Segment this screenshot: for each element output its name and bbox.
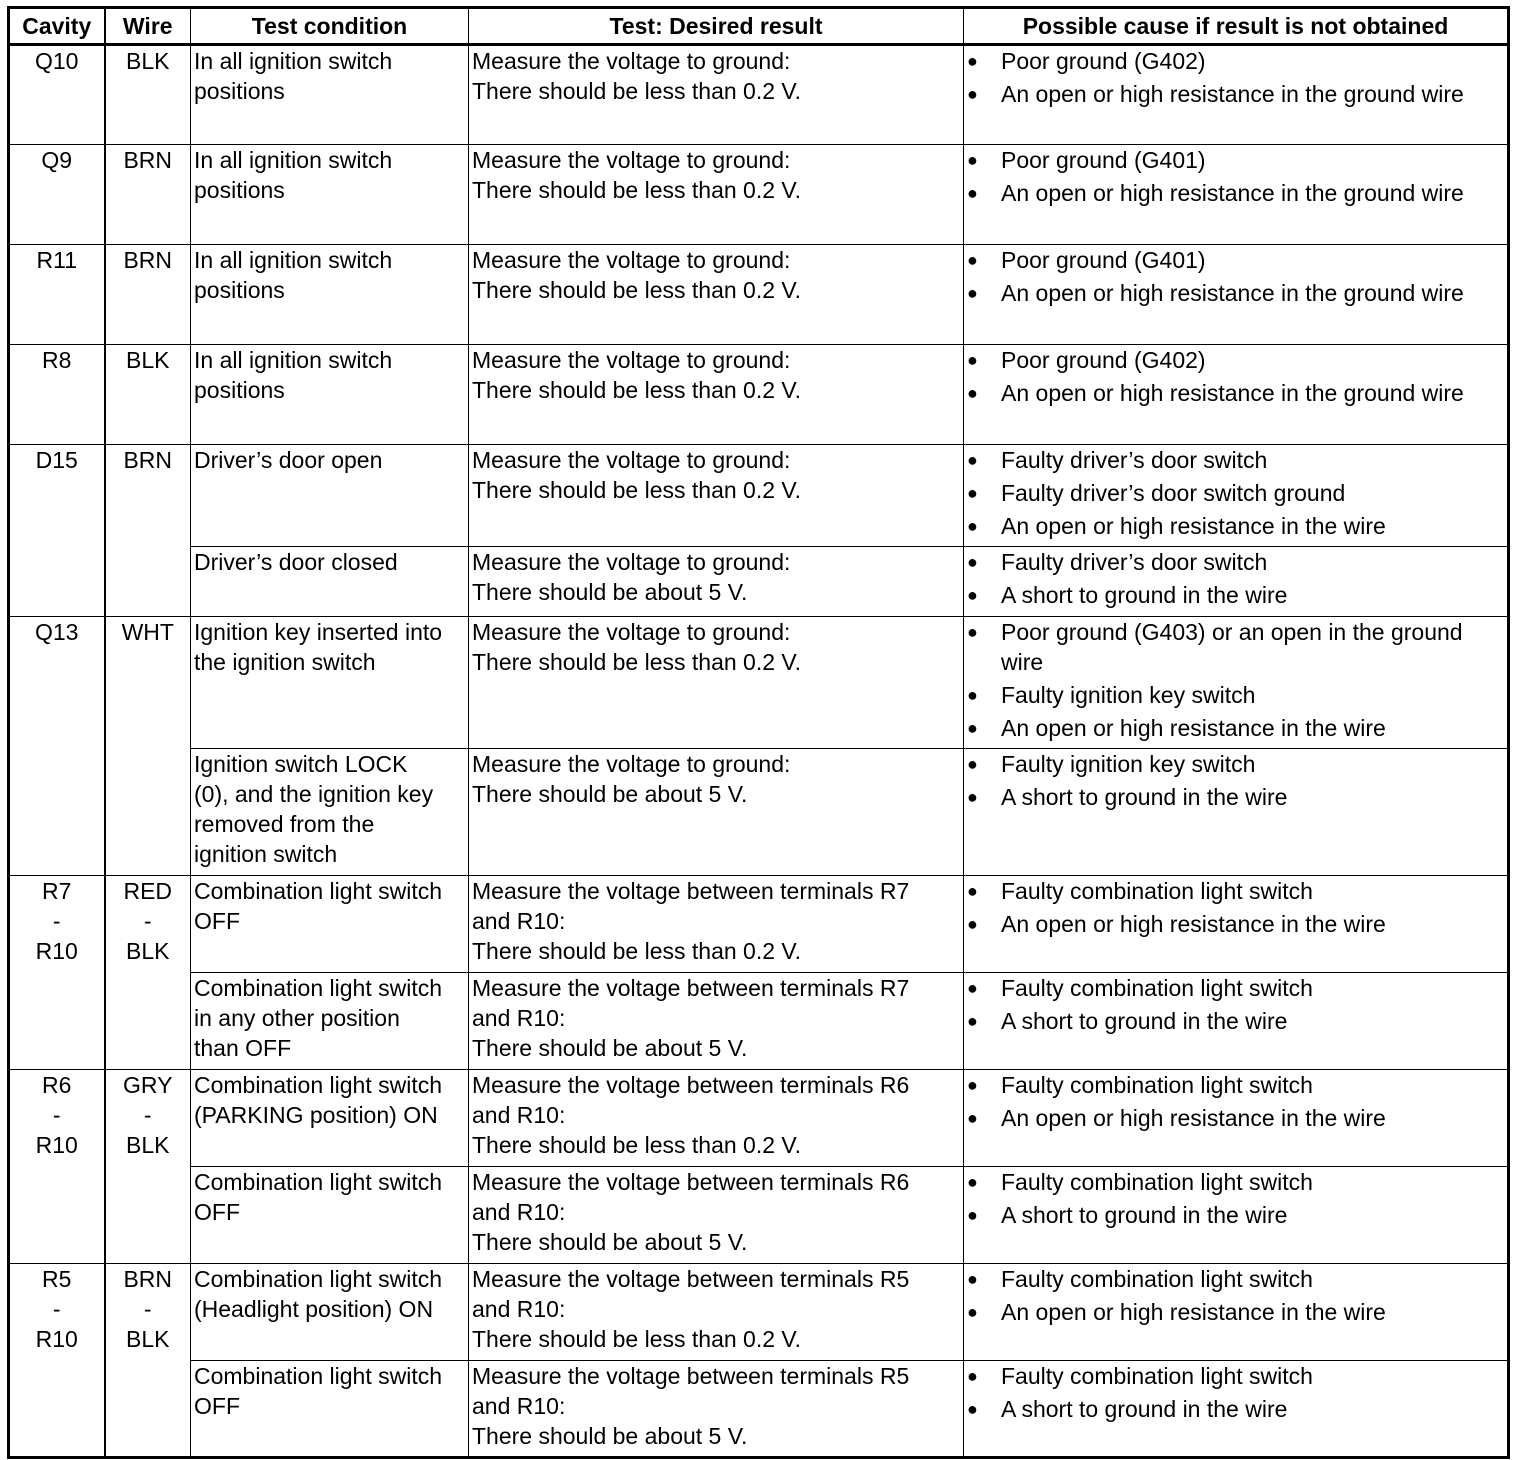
header-wire: Wire (105, 8, 191, 45)
condition-line: Combination light switch (194, 878, 443, 904)
wire-cell (105, 445, 191, 617)
cause-item: ● An open or high resistance in the wire (967, 713, 1504, 743)
cause-item: ● An open or high resistance in the ground wire (967, 278, 1504, 308)
cause-list (967, 617, 1504, 743)
condition-line: In all ignition switch (194, 247, 393, 273)
header-row (9, 8, 1509, 45)
cause-list (967, 345, 1504, 408)
result-cell (469, 245, 964, 345)
condition-line: ignition switch (194, 841, 338, 867)
cause-item: ● Poor ground (G403) or an open in the ground wire (967, 617, 1504, 677)
cavity-text: Q9 (41, 147, 73, 173)
condition-line: Combination light switch (194, 1072, 443, 1098)
header-cavity: Cavity (9, 8, 105, 45)
header-desired-result: Test: Desired result (469, 8, 964, 45)
condition-line: Ignition key inserted into (194, 619, 443, 645)
cavity-text: - (52, 1296, 61, 1322)
condition-cell (191, 749, 469, 876)
condition-line: In all ignition switch (194, 347, 393, 373)
cause-item: ● A short to ground in the wire (967, 782, 1504, 812)
cavity-text: D15 (35, 447, 78, 473)
result-line: Measure the voltage between terminals R7 (472, 878, 910, 904)
wire-text: BRN (123, 247, 173, 273)
condition-line: OFF (194, 1199, 240, 1225)
wire-text: BLK (126, 938, 170, 964)
cause-item: ● Poor ground (G402) (967, 345, 1504, 375)
result-line: Measure the voltage between terminals R5 (472, 1363, 910, 1389)
cause-item: ● Poor ground (G402) (967, 46, 1504, 76)
result-cell (469, 345, 964, 445)
result-line: and R10: (472, 1296, 566, 1322)
table-row (9, 345, 1509, 445)
condition-cell (191, 617, 469, 749)
condition-line: in any other position (194, 1005, 400, 1031)
cavity-text: Q13 (35, 619, 79, 645)
condition-cell (191, 445, 469, 547)
wire-cell (105, 1070, 191, 1264)
cause-list (967, 1070, 1504, 1133)
condition-cell (191, 876, 469, 973)
wire-text: BLK (126, 48, 170, 74)
result-line: There should be about 5 V. (472, 1229, 748, 1255)
wire-text: GRY (123, 1072, 173, 1098)
wire-text: BLK (126, 1132, 170, 1158)
cause-cell (964, 45, 1509, 145)
wire-text: BLK (126, 1326, 170, 1352)
wire-cell (105, 145, 191, 245)
cavity-cell (9, 345, 105, 445)
result-cell (469, 617, 964, 749)
cause-cell (964, 547, 1509, 617)
cause-cell (964, 1070, 1509, 1167)
result-line: Measure the voltage between terminals R7 (472, 975, 910, 1001)
table-row (9, 1167, 1509, 1264)
cause-item: ● Faulty ignition key switch (967, 749, 1504, 779)
condition-line: positions (194, 177, 285, 203)
result-line: Measure the voltage between terminals R5 (472, 1266, 910, 1292)
cause-item: ● Faulty combination light switch (967, 973, 1504, 1003)
wire-cell (105, 876, 191, 1070)
result-line: Measure the voltage to ground: (472, 549, 791, 575)
cause-item: ● An open or high resistance in the ground wire (967, 79, 1504, 109)
cause-cell (964, 749, 1509, 876)
cause-list (967, 1167, 1504, 1230)
cause-cell (964, 876, 1509, 973)
header-test-condition: Test condition (191, 8, 469, 45)
result-line: There should be less than 0.2 V. (472, 177, 802, 203)
result-line: and R10: (472, 908, 566, 934)
result-line: There should be less than 0.2 V. (472, 1326, 802, 1352)
condition-cell (191, 245, 469, 345)
result-line: Measure the voltage to ground: (472, 247, 791, 273)
condition-line: (0), and the ignition key (194, 781, 434, 807)
cause-item: ● Faulty combination light switch (967, 1167, 1504, 1197)
wire-text: BLK (126, 347, 170, 373)
result-line: There should be less than 0.2 V. (472, 377, 802, 403)
result-cell (469, 1361, 964, 1458)
cause-list (967, 46, 1504, 109)
condition-line: than OFF (194, 1035, 292, 1061)
result-line: There should be about 5 V. (472, 1035, 748, 1061)
table-row (9, 876, 1509, 973)
table-row (9, 617, 1509, 749)
cavity-cell (9, 876, 105, 1070)
cause-list (967, 245, 1504, 308)
cause-cell (964, 1167, 1509, 1264)
result-cell (469, 876, 964, 973)
cause-cell (964, 1361, 1509, 1458)
table-row (9, 749, 1509, 876)
result-line: There should be about 5 V. (472, 1423, 748, 1449)
condition-line: In all ignition switch (194, 48, 393, 74)
result-line: Measure the voltage to ground: (472, 347, 791, 373)
cause-item: ● An open or high resistance in the wire (967, 1103, 1504, 1133)
cause-list (967, 445, 1504, 541)
cavity-text: R8 (42, 347, 72, 373)
table-row (9, 547, 1509, 617)
cause-list (967, 749, 1504, 812)
result-line: There should be less than 0.2 V. (472, 477, 802, 503)
result-line: Measure the voltage between terminals R6 (472, 1072, 910, 1098)
cavity-text: R10 (35, 1132, 78, 1158)
condition-line: Ignition switch LOCK (194, 751, 408, 777)
cavity-text: R6 (42, 1072, 72, 1098)
result-line: Measure the voltage to ground: (472, 147, 791, 173)
condition-cell (191, 145, 469, 245)
condition-cell (191, 1361, 469, 1458)
result-cell (469, 445, 964, 547)
result-line: Measure the voltage between terminals R6 (472, 1169, 910, 1195)
result-cell (469, 145, 964, 245)
cause-item: ● A short to ground in the wire (967, 1394, 1504, 1424)
wire-cell (105, 345, 191, 445)
table-row (9, 445, 1509, 547)
cause-list (967, 876, 1504, 939)
result-line: Measure the voltage to ground: (472, 447, 791, 473)
condition-line: Driver’s door open (194, 447, 383, 473)
cavity-cell (9, 1070, 105, 1264)
troubleshooting-table (7, 6, 1510, 1459)
cavity-text: R10 (35, 1326, 78, 1352)
condition-cell (191, 547, 469, 617)
wire-text: WHT (121, 619, 174, 645)
cavity-cell (9, 1264, 105, 1458)
result-line: There should be less than 0.2 V. (472, 1132, 802, 1158)
condition-line: positions (194, 78, 285, 104)
cause-list (967, 547, 1504, 610)
result-line: There should be less than 0.2 V. (472, 649, 802, 675)
cause-item: ● An open or high resistance in the wire (967, 511, 1504, 541)
table-row (9, 45, 1509, 145)
table-row (9, 1264, 1509, 1361)
condition-cell (191, 973, 469, 1070)
result-line: There should be less than 0.2 V. (472, 78, 802, 104)
cavity-text: R5 (42, 1266, 72, 1292)
result-cell (469, 749, 964, 876)
result-line: and R10: (472, 1005, 566, 1031)
cause-item: ● Faulty combination light switch (967, 1264, 1504, 1294)
condition-line: OFF (194, 1393, 240, 1419)
table-row (9, 245, 1509, 345)
header-possible-cause: Possible cause if result is not obtained (964, 8, 1509, 45)
result-cell (469, 1167, 964, 1264)
cavity-cell (9, 145, 105, 245)
cause-item: ● An open or high resistance in the ground wire (967, 378, 1504, 408)
cavity-text: Q10 (35, 48, 79, 74)
wire-cell (105, 245, 191, 345)
result-cell (469, 45, 964, 145)
cause-list (967, 1361, 1504, 1424)
table-row (9, 1070, 1509, 1167)
cause-item: ● Faulty ignition key switch (967, 680, 1504, 710)
cause-item: ● Faulty driver’s door switch (967, 547, 1504, 577)
condition-cell (191, 1264, 469, 1361)
cause-list (967, 1264, 1504, 1327)
result-line: and R10: (472, 1393, 566, 1419)
condition-line: In all ignition switch (194, 147, 393, 173)
cavity-cell (9, 445, 105, 617)
result-line: Measure the voltage to ground: (472, 619, 791, 645)
cause-item: ● Poor ground (G401) (967, 145, 1504, 175)
condition-cell (191, 45, 469, 145)
result-line: There should be less than 0.2 V. (472, 938, 802, 964)
condition-line: Combination light switch (194, 1266, 443, 1292)
cause-item: ● A short to ground in the wire (967, 1200, 1504, 1230)
wire-text: - (143, 908, 152, 934)
result-line: There should be less than 0.2 V. (472, 277, 802, 303)
condition-line: Combination light switch (194, 975, 443, 1001)
cause-item: ● Faulty driver’s door switch ground (967, 478, 1504, 508)
condition-cell (191, 1167, 469, 1264)
cause-item: ● An open or high resistance in the wire (967, 1297, 1504, 1327)
cause-item: ● A short to ground in the wire (967, 1006, 1504, 1036)
condition-line: OFF (194, 908, 240, 934)
result-line: There should be about 5 V. (472, 579, 748, 605)
condition-line: Combination light switch (194, 1169, 443, 1195)
wire-text: - (143, 1102, 152, 1128)
cause-cell (964, 1264, 1509, 1361)
cause-list (967, 973, 1504, 1036)
condition-line: removed from the (194, 811, 375, 837)
result-cell (469, 547, 964, 617)
condition-line: Combination light switch (194, 1363, 443, 1389)
wire-text: RED (123, 878, 173, 904)
result-cell (469, 973, 964, 1070)
cause-cell (964, 445, 1509, 547)
cause-item: ● Faulty combination light switch (967, 1361, 1504, 1391)
cause-cell (964, 617, 1509, 749)
cause-cell (964, 973, 1509, 1070)
cause-item: ● An open or high resistance in the wire (967, 909, 1504, 939)
condition-line: Driver’s door closed (194, 549, 398, 575)
cavity-text: R10 (35, 938, 78, 964)
cavity-cell (9, 245, 105, 345)
cause-item: ● Poor ground (G401) (967, 245, 1504, 275)
condition-line: (PARKING position) ON (194, 1102, 438, 1128)
cause-list (967, 145, 1504, 208)
result-cell (469, 1070, 964, 1167)
condition-line: positions (194, 277, 285, 303)
cause-cell (964, 345, 1509, 445)
table-row (9, 145, 1509, 245)
wire-text: - (143, 1296, 152, 1322)
condition-line: the ignition switch (194, 649, 376, 675)
result-line: and R10: (472, 1102, 566, 1128)
table-row (9, 1361, 1509, 1458)
result-line: and R10: (472, 1199, 566, 1225)
cause-item: ● Faulty combination light switch (967, 876, 1504, 906)
cavity-text: R7 (42, 878, 72, 904)
cavity-cell (9, 45, 105, 145)
cause-cell (964, 245, 1509, 345)
cavity-text: - (52, 908, 61, 934)
condition-cell (191, 345, 469, 445)
wire-cell (105, 1264, 191, 1458)
cavity-text: R11 (36, 247, 77, 273)
wire-text: BRN (123, 147, 173, 173)
result-line: Measure the voltage to ground: (472, 751, 791, 777)
wire-cell (105, 45, 191, 145)
wire-cell (105, 617, 191, 876)
condition-line: (Headlight position) ON (194, 1296, 434, 1322)
cause-item: ● Faulty driver’s door switch (967, 445, 1504, 475)
cause-item: ● A short to ground in the wire (967, 580, 1504, 610)
table-row (9, 973, 1509, 1070)
cause-item: ● Faulty combination light switch (967, 1070, 1504, 1100)
wire-text: BRN (123, 447, 173, 473)
cavity-text: - (52, 1102, 61, 1128)
cause-item: ● An open or high resistance in the ground wire (967, 178, 1504, 208)
cavity-cell (9, 617, 105, 876)
result-line: There should be about 5 V. (472, 781, 748, 807)
condition-cell (191, 1070, 469, 1167)
condition-line: positions (194, 377, 285, 403)
cause-cell (964, 145, 1509, 245)
result-cell (469, 1264, 964, 1361)
wire-text: BRN (123, 1266, 173, 1292)
result-line: Measure the voltage to ground: (472, 48, 791, 74)
